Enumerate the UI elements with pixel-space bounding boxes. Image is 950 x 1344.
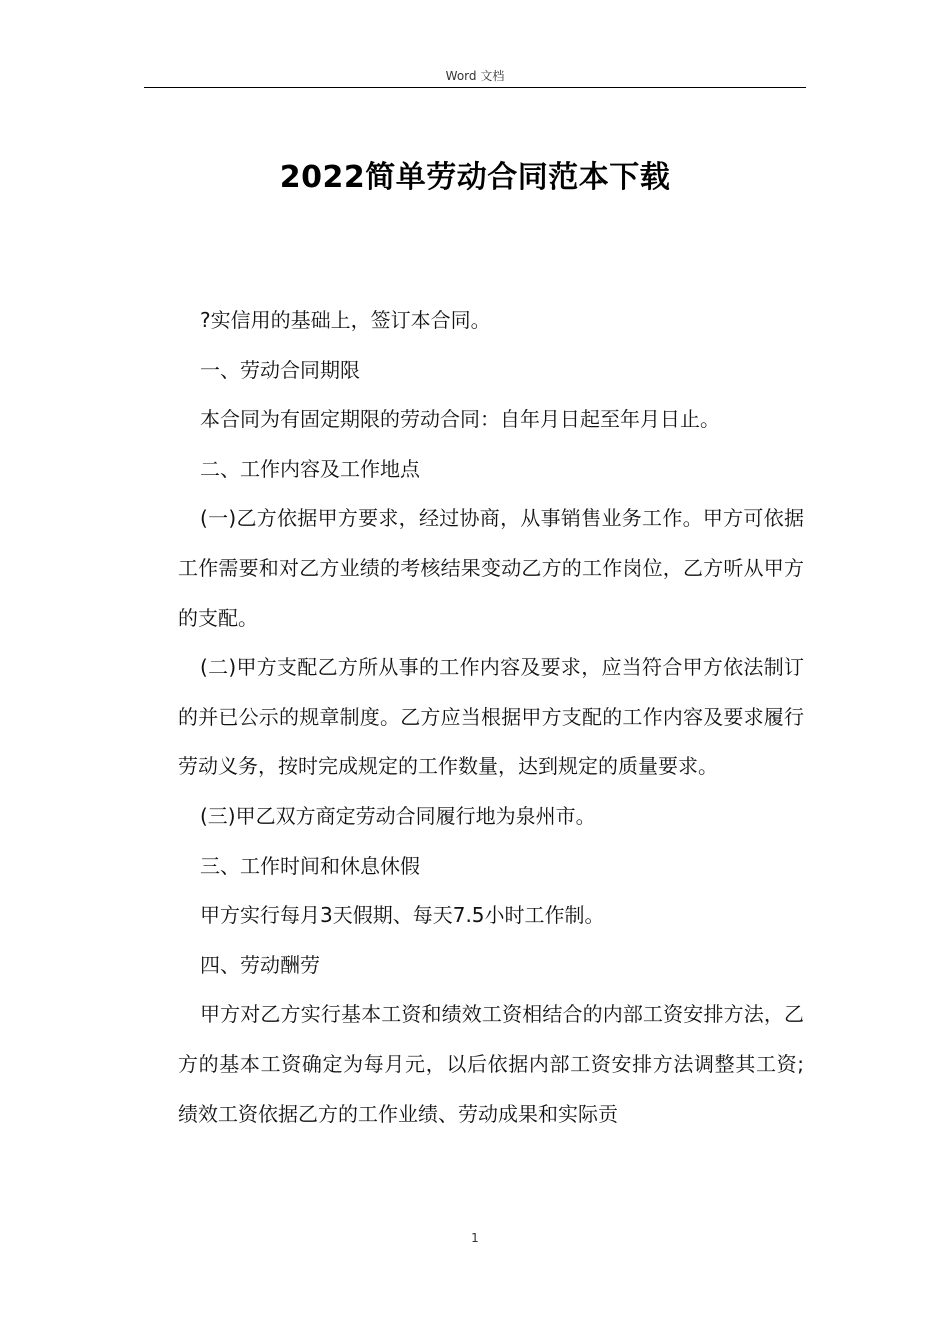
paragraph: (一)乙方依据甲方要求，经过协商，从事销售业务工作。甲方可依据工作需要和对乙方业绩的考核结果变动乙方的工作岗位，乙方听从甲方的支配。 <box>178 506 804 630</box>
paragraph: (三)甲乙双方商定劳动合同履行地为泉州市。 <box>200 803 596 828</box>
paragraph: 本合同为有固定期限的劳动合同：自年月日起至年月日止。 <box>200 407 720 432</box>
section-heading: 一、劳动合同期限 <box>200 357 360 382</box>
section-heading: 二、工作内容及工作地点 <box>200 456 420 481</box>
paragraph: 甲方对乙方实行基本工资和绩效工资相结合的内部工资安排方法，乙方的基本工资确定为每月元，以后依据内部工资安排方法调整其工资;绩效工资依据乙方的工作业绩、劳动成果和实际贡 <box>178 1002 804 1126</box>
paragraph: ?实信用的基础上，签订本合同。 <box>200 308 491 332</box>
section-heading: 三、工作时间和休息休假 <box>200 853 420 878</box>
page-header-label: Word 文档 <box>445 69 505 83</box>
paragraph: 甲方实行每月3天假期、每天7.5小时工作制。 <box>200 903 605 928</box>
paragraph: (二)甲方支配乙方所从事的工作内容及要求，应当符合甲方依法制订的并已公示的规章制度。乙方应当根据甲方支配的工作内容及要求履行劳动义务，按时完成规定的工作数量，达到规定的质量要求。 <box>178 655 804 779</box>
header-divider <box>144 87 806 88</box>
section-heading: 四、劳动酬劳 <box>200 952 320 977</box>
document-title: 2022简单劳动合同范本下载 <box>279 160 671 195</box>
page-number: 1 <box>471 1231 479 1245</box>
document-body <box>178 296 804 1139</box>
